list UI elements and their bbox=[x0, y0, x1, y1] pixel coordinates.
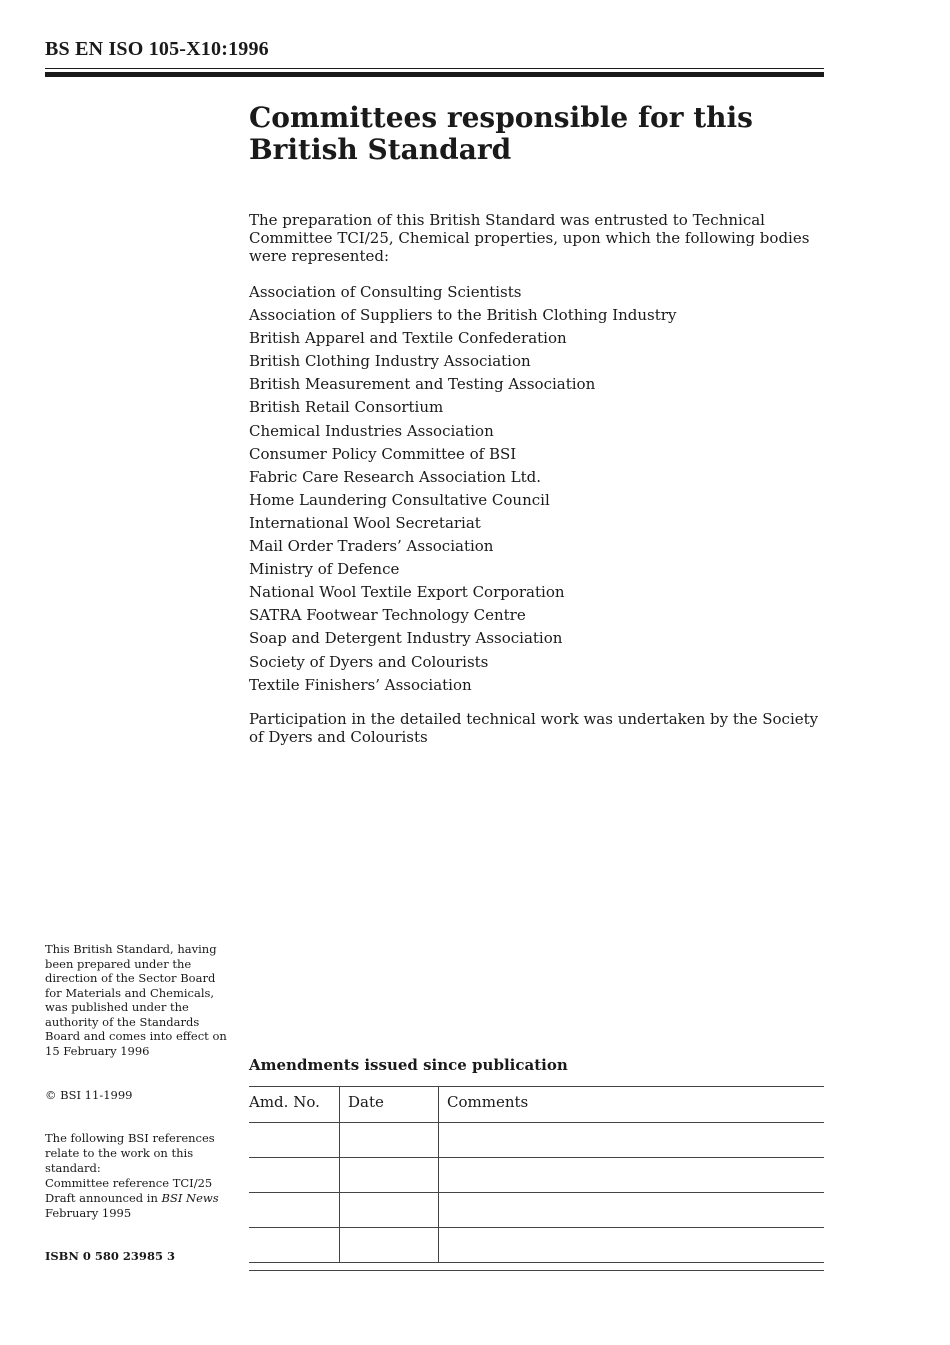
column-header-comments: Comments bbox=[439, 1087, 825, 1123]
list-item: British Clothing Industry Association bbox=[249, 352, 531, 371]
draft-prefix: Draft announced in bbox=[45, 1191, 162, 1205]
list-item: Chemical Industries Association bbox=[249, 421, 494, 440]
represented-bodies-list bbox=[249, 281, 676, 697]
list-item: British Retail Consortium bbox=[249, 398, 444, 417]
header-rule-thick bbox=[45, 72, 824, 77]
bottom-rule bbox=[249, 1270, 824, 1271]
list-item: Consumer Policy Committee of BSI bbox=[249, 444, 517, 463]
intro-paragraph: The preparation of this British Standard was entrusted to Technical Committee TCI/25, Chemical properties, upon which the following bodies were represented: bbox=[249, 211, 810, 265]
committee-reference: Committee reference TCI/25 bbox=[45, 1176, 213, 1190]
list-item: British Apparel and Textile Confederation bbox=[249, 329, 567, 348]
list-item: Association of Consulting Scientists bbox=[249, 283, 522, 301]
column-header-amd-no: Amd. No. bbox=[249, 1087, 340, 1123]
refs-intro: The following BSI references relate to the work on this standard: bbox=[45, 1131, 215, 1175]
table-row bbox=[249, 1158, 824, 1193]
amendments-title: Amendments issued since publication bbox=[249, 1056, 568, 1074]
list-item: Society of Dyers and Colourists bbox=[249, 652, 489, 671]
list-item: SATRA Footwear Technology Centre bbox=[249, 606, 526, 625]
list-item: Fabric Care Research Association Ltd. bbox=[249, 467, 542, 486]
amendments-table bbox=[249, 1086, 824, 1263]
list-item: International Wool Secretariat bbox=[249, 513, 481, 532]
isbn: ISBN 0 580 23985 3 bbox=[45, 1249, 175, 1263]
bsi-references bbox=[45, 1131, 230, 1221]
table-row bbox=[249, 1123, 824, 1158]
participation-paragraph: Participation in the detailed technical work was undertaken by the Society of Dyers and Colourists bbox=[249, 710, 819, 746]
copyright-notice: © BSI 11-1999 bbox=[45, 1088, 133, 1102]
table-row bbox=[249, 1228, 824, 1263]
list-item: Home Laundering Consultative Council bbox=[249, 490, 550, 509]
list-item: National Wool Textile Export Corporation bbox=[249, 583, 565, 602]
list-item: British Measurement and Testing Association bbox=[249, 375, 596, 394]
publication-note: This British Standard, having been prepared under the direction of the Sector Board for Materials and Chemicals, was published under the authority of the Standards Board and comes into effect on 15 February 1996 bbox=[45, 942, 227, 1058]
table-header-row bbox=[249, 1087, 824, 1123]
list-item: Textile Finishers’ Association bbox=[249, 675, 472, 694]
list-item: Soap and Detergent Industry Association bbox=[249, 629, 563, 648]
header-rule-thin bbox=[45, 68, 824, 69]
list-item: Association of Suppliers to the British Clothing Industry bbox=[249, 306, 677, 325]
page-title: Committees responsible for this British Standard bbox=[249, 101, 753, 166]
table-row bbox=[249, 1193, 824, 1228]
list-item: Ministry of Defence bbox=[249, 560, 400, 579]
draft-date: February 1995 bbox=[45, 1206, 132, 1220]
document-code: BS EN ISO 105-X10:1996 bbox=[45, 38, 269, 60]
draft-publication: BSI News bbox=[161, 1191, 219, 1205]
list-item: Mail Order Traders’ Association bbox=[249, 537, 494, 556]
column-header-date: Date bbox=[340, 1087, 439, 1123]
